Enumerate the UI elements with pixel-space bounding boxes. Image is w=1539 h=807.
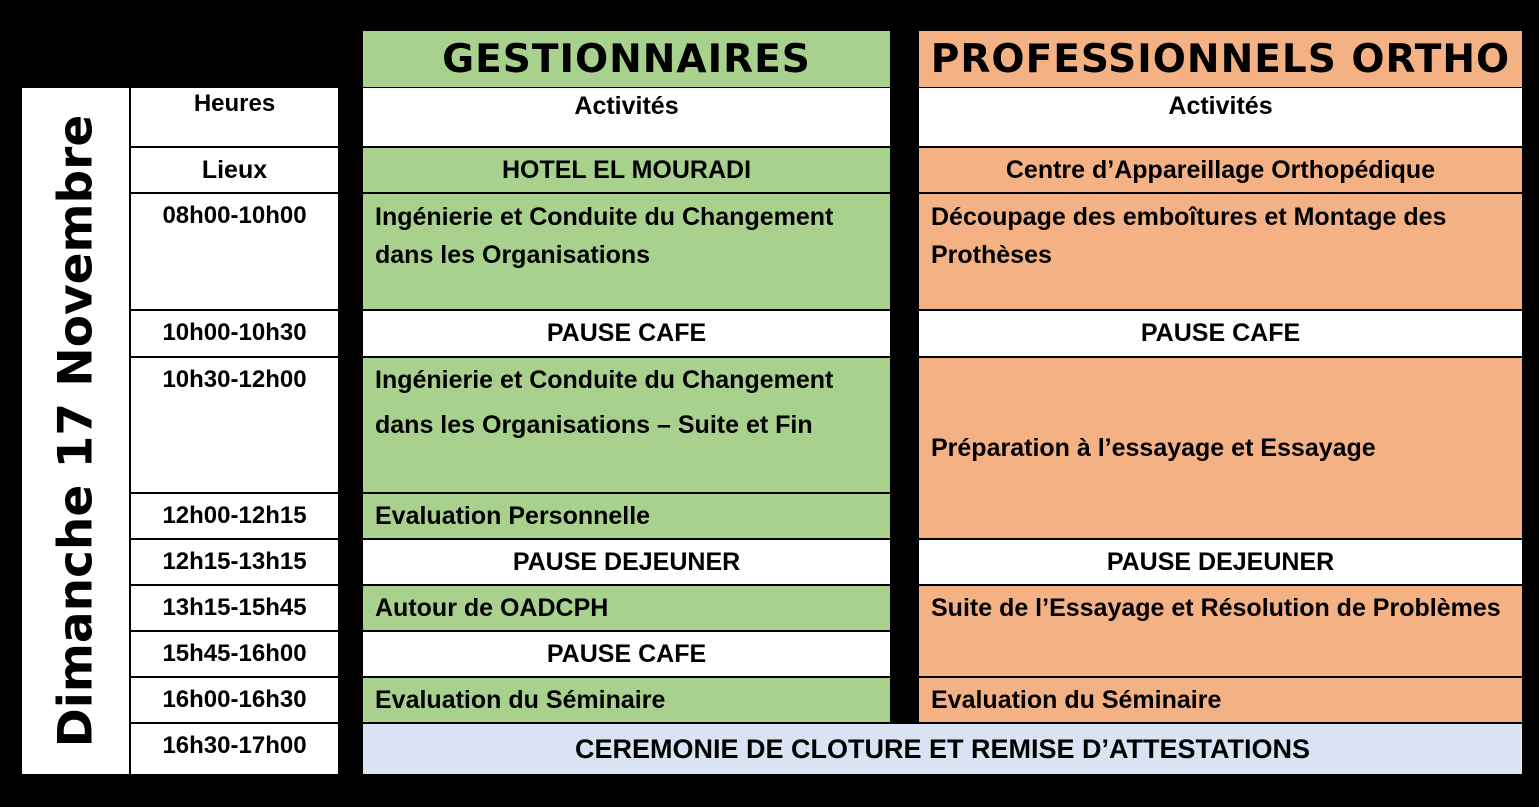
activity-pro: Découpage des emboîtures et Montage des Prothèses bbox=[919, 194, 1522, 309]
activity-pro: Suite de l’Essayage et Résolution de Problèmes bbox=[919, 586, 1522, 676]
activity-gest: Evaluation Personnelle bbox=[363, 494, 890, 538]
pause-cafe-pro: PAUSE CAFE bbox=[919, 311, 1522, 356]
pause-dejeuner-pro: PAUSE DEJEUNER bbox=[919, 540, 1522, 584]
time-slot: 12h00-12h15 bbox=[131, 494, 338, 538]
activity-gest: Evaluation du Séminaire bbox=[363, 678, 890, 722]
time-slot: 08h00-10h00 bbox=[131, 194, 338, 309]
closing-ceremony: CEREMONIE DE CLOTURE ET REMISE D’ATTESTATIONS bbox=[363, 724, 1522, 774]
day-column bbox=[22, 88, 129, 774]
places-label: Lieux bbox=[131, 148, 338, 192]
hours-header: Heures bbox=[131, 88, 338, 146]
pause-dejeuner-gest: PAUSE DEJEUNER bbox=[363, 540, 890, 584]
activity-pro: Préparation à l’essayage et Essayage bbox=[919, 358, 1522, 538]
pause-cafe-gest: PAUSE CAFE bbox=[363, 632, 890, 676]
place-pro: Centre d’Appareillage Orthopédique bbox=[919, 148, 1522, 192]
activities-header-pro: Activités bbox=[919, 88, 1522, 146]
pause-cafe-gest: PAUSE CAFE bbox=[363, 311, 890, 356]
header-gestionnaires: GESTIONNAIRES bbox=[363, 31, 890, 87]
activity-gest: Autour de OADCPH bbox=[363, 586, 890, 630]
header-professionnels: PROFESSIONNELS ORTHO bbox=[919, 31, 1522, 87]
activities-header-gest: Activités bbox=[363, 88, 890, 146]
time-slot: 10h30-12h00 bbox=[131, 358, 338, 492]
activity-gest: Ingénierie et Conduite du Changement dans les Organisations bbox=[363, 194, 890, 309]
time-slot: 10h00-10h30 bbox=[131, 311, 338, 356]
day-label: Dimanche 17 Novembre bbox=[48, 114, 103, 748]
time-slot: 15h45-16h00 bbox=[131, 632, 338, 676]
place-gest: HOTEL EL MOURADI bbox=[363, 148, 890, 192]
time-slot: 16h00-16h30 bbox=[131, 678, 338, 722]
time-slot: 16h30-17h00 bbox=[131, 724, 338, 774]
time-slot: 12h15-13h15 bbox=[131, 540, 338, 584]
time-slot: 13h15-15h45 bbox=[131, 586, 338, 630]
activity-gest: Ingénierie et Conduite du Changement dans les Organisations – Suite et Fin bbox=[363, 358, 890, 492]
activity-pro: Evaluation du Séminaire bbox=[919, 678, 1522, 722]
